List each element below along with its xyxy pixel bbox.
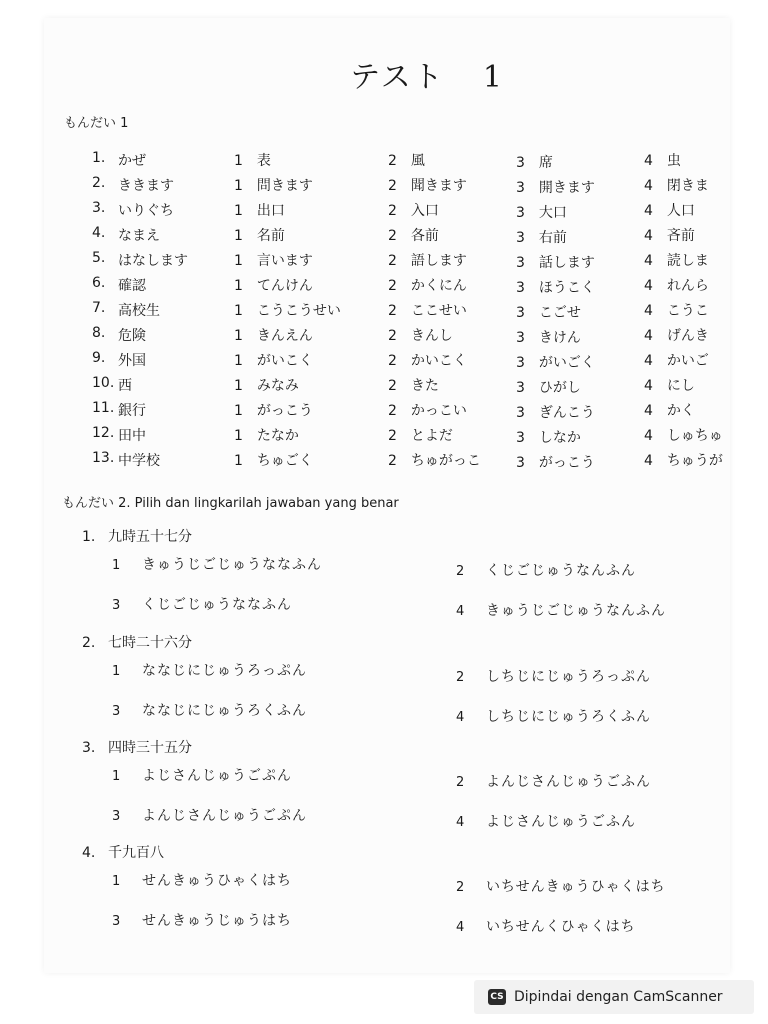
q2-option-4[interactable] — [456, 600, 666, 620]
q1-option-1[interactable]: 1 表 — [234, 153, 271, 169]
q2-option-2[interactable] — [456, 771, 651, 791]
q1-option-1[interactable]: 1 きんえん — [234, 328, 313, 344]
camscanner-label: Dipindai dengan CamScanner — [514, 989, 723, 1005]
q1-option-2[interactable]: 2 風 — [388, 153, 425, 169]
q1-option-4[interactable]: 4 にし — [644, 378, 695, 394]
q1-option-4[interactable]: 4 ちゅうが — [644, 453, 723, 469]
q2-option-number: 2 — [456, 564, 465, 579]
q2-option-text: いちせんきゅうひゃくはち — [486, 879, 666, 895]
camscanner-watermark — [474, 980, 754, 1014]
q2-option-1[interactable] — [112, 870, 292, 890]
q2-option-text: くじごじゅうなんふん — [486, 563, 636, 579]
q1-word: 危険 — [118, 328, 146, 344]
q2-option-text: きゅうじごじゅうななふん — [142, 557, 322, 573]
q1-option-4[interactable]: 4 れんら — [644, 278, 709, 294]
q2-option-4[interactable] — [456, 706, 651, 726]
q2-option-1[interactable] — [112, 765, 292, 785]
section1-label: もんだい 1 — [64, 116, 129, 131]
q1-option-4[interactable]: 4 虫 — [644, 153, 681, 169]
page-title — [350, 52, 504, 96]
q1-option-3[interactable]: 3 右前 — [516, 230, 567, 246]
q2-option-text: よんじさんじゅうごふん — [486, 774, 651, 790]
q1-word: 西 — [118, 378, 132, 394]
q2-option-text: よんじさんじゅうごぷん — [142, 808, 307, 824]
q2-option-number: 4 — [456, 920, 465, 935]
q1-option-3[interactable]: 3 大口 — [516, 205, 567, 221]
q1-option-4[interactable]: 4 吝前 — [644, 228, 695, 244]
q2-question — [82, 526, 192, 546]
q2-option-2[interactable] — [456, 876, 666, 896]
q1-option-3[interactable]: 3 がっこう — [516, 455, 595, 471]
q1-option-2[interactable]: 2 各前 — [388, 228, 439, 244]
q2-option-3[interactable] — [112, 594, 292, 614]
q1-option-1[interactable]: 1 がいこく — [234, 353, 313, 369]
q1-number: 5. — [92, 250, 106, 266]
q2-number: 3. — [82, 740, 96, 756]
q2-option-number: 3 — [112, 598, 121, 613]
q1-option-3[interactable]: 3 ひがし — [516, 380, 581, 396]
q1-word: ききます — [118, 178, 174, 194]
q1-option-3[interactable]: 3 ほうこく — [516, 280, 595, 296]
q1-number: 4. — [92, 225, 106, 241]
q1-number: 1. — [92, 150, 106, 166]
q2-option-4[interactable] — [456, 811, 636, 831]
q1-option-2[interactable]: 2 入口 — [388, 203, 439, 219]
q1-number: 7. — [92, 300, 106, 316]
q1-option-2[interactable]: 2 きた — [388, 378, 439, 394]
q2-question — [82, 632, 192, 652]
q1-option-1[interactable]: 1 たなか — [234, 428, 299, 444]
q1-option-1[interactable]: 1 がっこう — [234, 403, 313, 419]
q2-option-2[interactable] — [456, 666, 651, 686]
q2-option-3[interactable] — [112, 910, 292, 930]
q2-option-text: くじごじゅうななふん — [142, 597, 292, 613]
q2-number: 2. — [82, 635, 96, 651]
q2-option-1[interactable] — [112, 660, 307, 680]
q1-option-1[interactable]: 1 名前 — [234, 228, 285, 244]
q2-option-text: いちせんくひゃくはち — [486, 919, 636, 935]
q1-option-4[interactable]: 4 しゅちゅ — [644, 428, 723, 444]
q2-prompt: 九時五十七分 — [108, 529, 192, 545]
q2-number: 1. — [82, 529, 96, 545]
q1-option-1[interactable]: 1 みなみ — [234, 378, 299, 394]
q2-option-text: しちじにじゅうろっぷん — [486, 669, 651, 685]
q2-option-2[interactable] — [456, 560, 636, 580]
q2-option-number: 4 — [456, 815, 465, 830]
q2-option-3[interactable] — [112, 805, 307, 825]
q1-word: 確認 — [118, 278, 146, 294]
q1-option-4[interactable]: 4 かいご — [644, 353, 709, 369]
q1-number: 11. — [92, 400, 115, 416]
title-text: テスト — [350, 60, 445, 95]
q1-number: 10. — [92, 375, 115, 391]
q2-option-1[interactable] — [112, 554, 322, 574]
q1-number: 2. — [92, 175, 106, 191]
q2-option-number: 3 — [112, 914, 121, 929]
q1-option-4[interactable]: 4 読しま — [644, 253, 709, 269]
q1-option-2[interactable]: 2 語します — [388, 253, 467, 269]
q1-word: 中学校 — [118, 453, 160, 469]
q1-number: 13. — [92, 450, 115, 466]
q2-prompt: 四時三十五分 — [108, 740, 192, 756]
q1-option-2[interactable]: 2 聞きます — [388, 178, 467, 194]
q1-option-1[interactable]: 1 出口 — [234, 203, 285, 219]
q2-option-text: せんきゅうじゅうはち — [142, 913, 292, 929]
q1-option-4[interactable]: 4 閉きま — [644, 178, 709, 194]
q2-option-number: 2 — [456, 775, 465, 790]
q1-option-2[interactable]: 2 とよだ — [388, 428, 453, 444]
q1-option-1[interactable]: 1 言います — [234, 253, 313, 269]
q2-question — [82, 737, 192, 757]
q2-option-3[interactable] — [112, 700, 307, 720]
q1-number: 12. — [92, 425, 115, 441]
q1-option-1[interactable]: 1 問きます — [234, 178, 313, 194]
q1-option-2[interactable]: 2 ここせい — [388, 303, 467, 319]
q1-option-3[interactable]: 3 しなか — [516, 430, 581, 446]
q1-word: はなします — [118, 253, 188, 269]
q2-option-number: 4 — [456, 710, 465, 725]
q1-option-2[interactable]: 2 ちゅがっこ — [388, 453, 481, 469]
q1-option-4[interactable]: 4 こうこ — [644, 303, 709, 319]
section2-label: もんだい 2. Pilih dan lingkarilah jawaban yang benar — [62, 496, 399, 511]
q1-word: 高校生 — [118, 303, 160, 319]
q1-option-1[interactable]: 1 こうこうせい — [234, 303, 341, 319]
q1-word: 田中 — [118, 428, 146, 444]
q2-option-text: よじさんじゅうごふん — [486, 814, 636, 830]
q1-word: いりぐち — [118, 203, 174, 219]
q2-option-number: 3 — [112, 809, 121, 824]
q1-option-3[interactable]: 3 開きます — [516, 180, 595, 196]
q1-option-2[interactable]: 2 かいこく — [388, 353, 467, 369]
q2-option-text: ななじにじゅうろっぷん — [142, 663, 307, 679]
q1-option-3[interactable]: 3 話します — [516, 255, 595, 271]
q2-prompt: 七時二十六分 — [108, 635, 192, 651]
camscanner-logo-icon: CS — [488, 989, 506, 1005]
q2-option-number: 3 — [112, 704, 121, 719]
q1-number: 9. — [92, 350, 106, 366]
q2-option-text: よじさんじゅうごぷん — [142, 768, 292, 784]
q2-option-text: ななじにじゅうろくふん — [142, 703, 307, 719]
q1-option-3[interactable]: 3 がいごく — [516, 355, 595, 371]
q1-option-1[interactable]: 1 ちゅごく — [234, 453, 313, 469]
q2-number: 4. — [82, 845, 96, 861]
q1-option-2[interactable]: 2 かっこい — [388, 403, 467, 419]
q1-option-3[interactable]: 3 こごせ — [516, 305, 581, 321]
q2-option-text: きゅうじごじゅうなんふん — [486, 603, 666, 619]
q2-option-number: 2 — [456, 670, 465, 685]
q2-option-number: 1 — [112, 769, 121, 784]
q1-option-4[interactable]: 4 げんき — [644, 328, 709, 344]
q2-option-text: しちじにじゅうろくふん — [486, 709, 651, 725]
q1-option-4[interactable]: 4 かく — [644, 403, 695, 419]
q2-option-number: 1 — [112, 874, 121, 889]
q1-word: 外国 — [118, 353, 146, 369]
q1-word: なまえ — [118, 228, 160, 244]
q2-option-4[interactable] — [456, 916, 636, 936]
q1-option-3[interactable]: 3 ぎんこう — [516, 405, 595, 421]
q1-option-4[interactable]: 4 人口 — [644, 203, 695, 219]
q1-option-2[interactable]: 2 かくにん — [388, 278, 467, 294]
q2-question — [82, 842, 164, 862]
q2-prompt: 千九百八 — [108, 845, 164, 861]
q2-option-number: 2 — [456, 880, 465, 895]
q2-option-number: 1 — [112, 664, 121, 679]
q1-word: かぜ — [118, 153, 146, 169]
q1-number: 6. — [92, 275, 106, 291]
q2-option-number: 4 — [456, 604, 465, 619]
q1-option-2[interactable]: 2 きんし — [388, 328, 453, 344]
title-number: 1 — [482, 60, 504, 95]
q2-option-text: せんきゅうひゃくはち — [142, 873, 292, 889]
q1-word: 銀行 — [118, 403, 146, 419]
q1-option-3[interactable]: 3 席 — [516, 155, 553, 171]
q2-option-number: 1 — [112, 558, 121, 573]
q1-number: 8. — [92, 325, 106, 341]
q1-option-3[interactable]: 3 きけん — [516, 330, 581, 346]
q1-option-1[interactable]: 1 てんけん — [234, 278, 313, 294]
q1-number: 3. — [92, 200, 106, 216]
